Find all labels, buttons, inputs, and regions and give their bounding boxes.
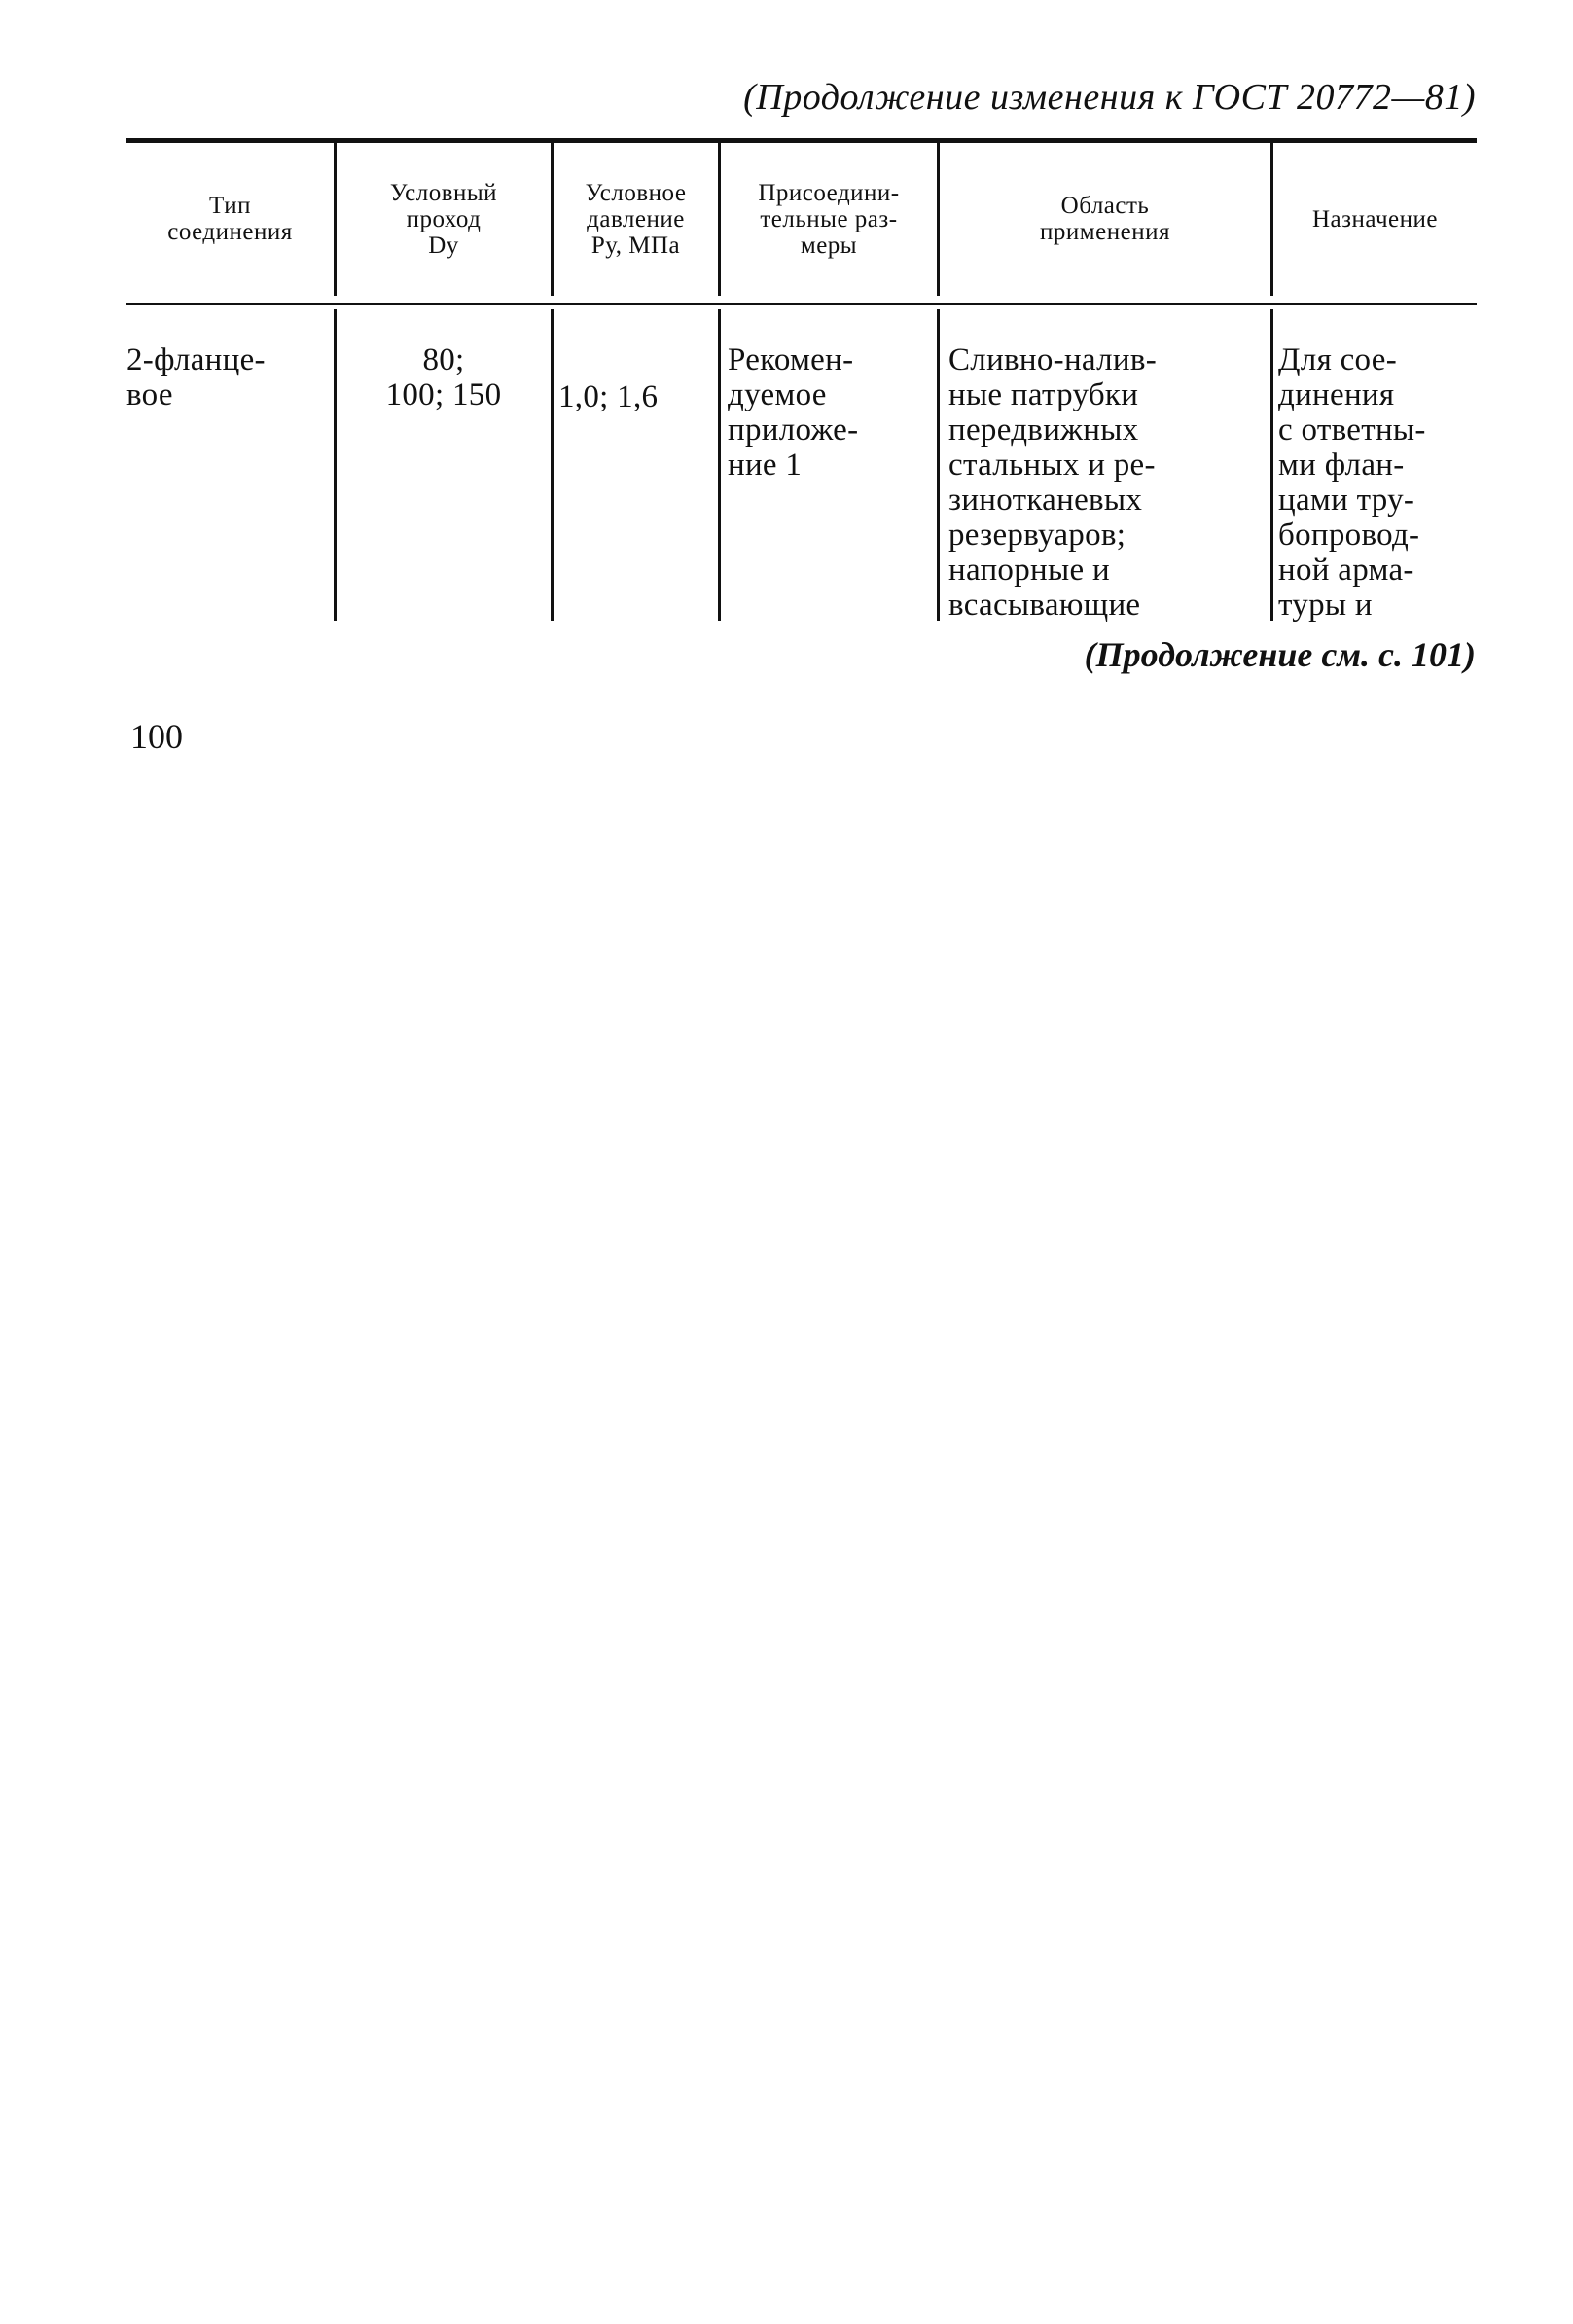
column-divider	[1270, 309, 1273, 621]
column-header-nominal-bore	[337, 142, 551, 296]
cell-nominal-bore: 80; 100; 150	[385, 342, 502, 412]
column-header-purpose	[1273, 142, 1477, 296]
page-number: 100	[130, 717, 183, 756]
cell-connection-dimensions: Рекомен- дуемое приложе- ние 1	[728, 342, 859, 483]
header-bottom-rule	[126, 303, 1477, 305]
column-header-type	[126, 142, 334, 296]
cell-purpose: Для сое- динения с ответны- ми флан- цами тру- бопровод- ной арма- туры и	[1278, 342, 1426, 623]
column-header-nominal-pressure-text: Условное давление Pу, МПа	[585, 179, 687, 259]
cell-connection-type: 2-фланце- вое	[126, 342, 266, 412]
column-header-nominal-pressure	[554, 142, 718, 296]
column-header-purpose-text: Назначение	[1311, 205, 1439, 232]
column-header-connection-dimensions-text: Присоедини- тельные раз- меры	[758, 179, 900, 259]
continuation-header: (Продолжение изменения к ГОСТ 20772—81)	[743, 77, 1476, 118]
continuation-footer: (Продолжение см. с. 101)	[1084, 635, 1476, 674]
column-divider	[937, 309, 940, 621]
column-divider	[551, 309, 554, 621]
column-divider	[718, 309, 721, 621]
column-header-application-area-text: Область применения	[1040, 193, 1170, 245]
cell-application-area: Сливно-налив- ные патрубки передвижных стальных и ре- зинотканевых резервуаров; напорные и всасывающие	[948, 342, 1158, 623]
cell-nominal-pressure: 1,0; 1,6	[558, 379, 659, 414]
column-header-application-area	[940, 142, 1270, 296]
column-header-nominal-bore-text: Условный проход Dу	[389, 179, 498, 259]
column-header-type-text: Тип соединения	[167, 193, 293, 245]
column-header-connection-dimensions	[721, 142, 937, 296]
